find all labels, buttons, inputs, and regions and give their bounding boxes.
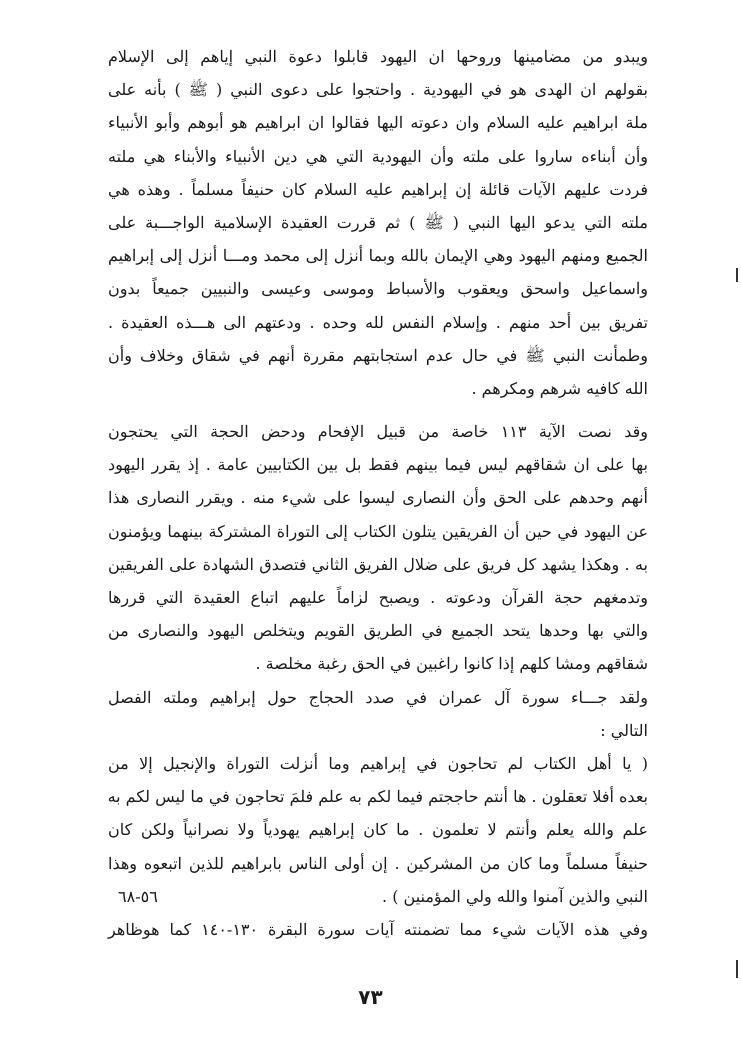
body-text	[108, 40, 648, 946]
paragraph-1	[108, 40, 648, 405]
text-line: وقد نصت الآية ١١٣ خاصة من قبيل الإفحام ودحض الحجة التي يحتجون	[108, 422, 648, 442]
quote-line: ( يا أهل الكتاب لم تحاجون في إبراهيم وما أنزلت التوراة والإنجيل إلا من	[108, 753, 648, 773]
verse-reference: ٥٦-٦٨	[118, 886, 158, 906]
text-line: فردت عليهم الآيات قائلة إن إبراهيم عليه السلام كان حنيفاً مسلماً . وهذه هي	[108, 179, 648, 199]
text-line: ولقد جـــاء سورة آل عمران في صدد الحجاج حول إبراهيم وملته الفصل	[108, 687, 648, 707]
quote-line	[108, 880, 648, 913]
paragraph-3	[108, 681, 648, 947]
text-line: بقولهم ان الهدى هو في اليهودية . واحتجوا على دعوى النبي ( ﷺ ) بأنه على	[108, 80, 648, 100]
text-line: بها على ان شقاقهم ليس فيما بينهم فقط بل بين الكتابيين عامة . إذ يقرر اليهود	[108, 455, 648, 475]
quote-end-text: النبي والذين آمنوا والله ولي المؤمنين ) .	[382, 886, 648, 906]
scan-edge-mark	[736, 268, 738, 282]
paragraph-2	[108, 415, 648, 681]
text-line: ملته التي يدعو اليها النبي ( ﷺ ) ثم قررت العقيدة الإسلامية الواجـــبة على	[108, 212, 648, 232]
text-line: وأن أبناءه ساروا على ملته وأن اليهودية التي هي دين الأنبياء والأبناء هي ملته	[108, 146, 648, 166]
text-line: ويبدو من مضامينها وروحها ان اليهود قابلوا دعوة النبي إياهم إلى الإسلام	[108, 47, 648, 66]
text-line: وتدمغهم حجة القرآن ودعوته . ويصبح لزاماً عليهم اتباع العقيدة التي قررها	[108, 588, 648, 607]
text-line: والتي بها وحدها يتحد الجميع في الطريق القويم ويتخلص اليهود والنصارى من	[108, 621, 649, 641]
text-line: عن اليهود في حين أن الفريقين يتلون الكتاب إلى التوراة المشتركة بينهما ويؤمنون	[108, 521, 648, 541]
text-line: وطمأنت النبي ﷺ في حال عدم استجابتهم مقررة أنهم في شقاق وخلاف وأن	[108, 345, 648, 365]
text-line: شقاقهم ومشا كلهم إذا كانوا راغبين في الحق رغبة مخلصة .	[255, 654, 648, 674]
text-line: الجميع ومنهم اليهود وهي الإيمان بالله وبما أنزل إلى محمد ومـــا أنزل إلى إبراهيم	[108, 246, 648, 266]
text-line: التالي :	[600, 720, 648, 740]
quote-line: علم والله يعلم وأنتم لا تعلمون . ما كان إبراهيم يهودياً ولا نصرانياً ولكن كان	[108, 820, 648, 840]
quote-line: حنيفاً مسلماً وما كان من المشركين . إن أولى الناس بابراهيم للذين اتبعوه وهذا	[108, 853, 648, 873]
text-line: تفريق بين أحد منهم . وإسلام النفس لله وحده . ودعتهم الى هـــذه العقيدة .	[108, 312, 648, 332]
text-line: ملة ابراهيم عليه السلام وان دعوته اليها فقالوا ان ابراهيم هو أبوهم وأبو الأنبياء	[108, 113, 648, 133]
text-line: وفي هذه الآيات شيء مما تضمنته آيات سورة البقرة ١٣٠-١٤٠ كما هوظاهر	[108, 919, 648, 939]
quote-line: بعده أفلا تعقلون . ها أنتم حاججتم فيما لكم به علم فلمَ تحاجون في ما ليس لكم به	[107, 787, 648, 807]
scan-edge-mark	[736, 960, 738, 978]
text-line: به . وهكذا يشهد كل فريق على ضلال الفريق الثاني فتصدق الشهادة على الفريقين	[108, 554, 648, 574]
page-number: ٧٣	[358, 985, 383, 1009]
text-line: واسماعيل واسحق ويعقوب والأسباط وموسى وعيسى والنبيين جميعاً بدون	[108, 279, 648, 299]
text-line: الله كافيه شرهم ومكرهم .	[471, 378, 648, 398]
text-line: أنهم وحدهم على الحق وأن النصارى ليسوا على شيء منه . ويقرر النصارى هذا	[108, 488, 648, 508]
